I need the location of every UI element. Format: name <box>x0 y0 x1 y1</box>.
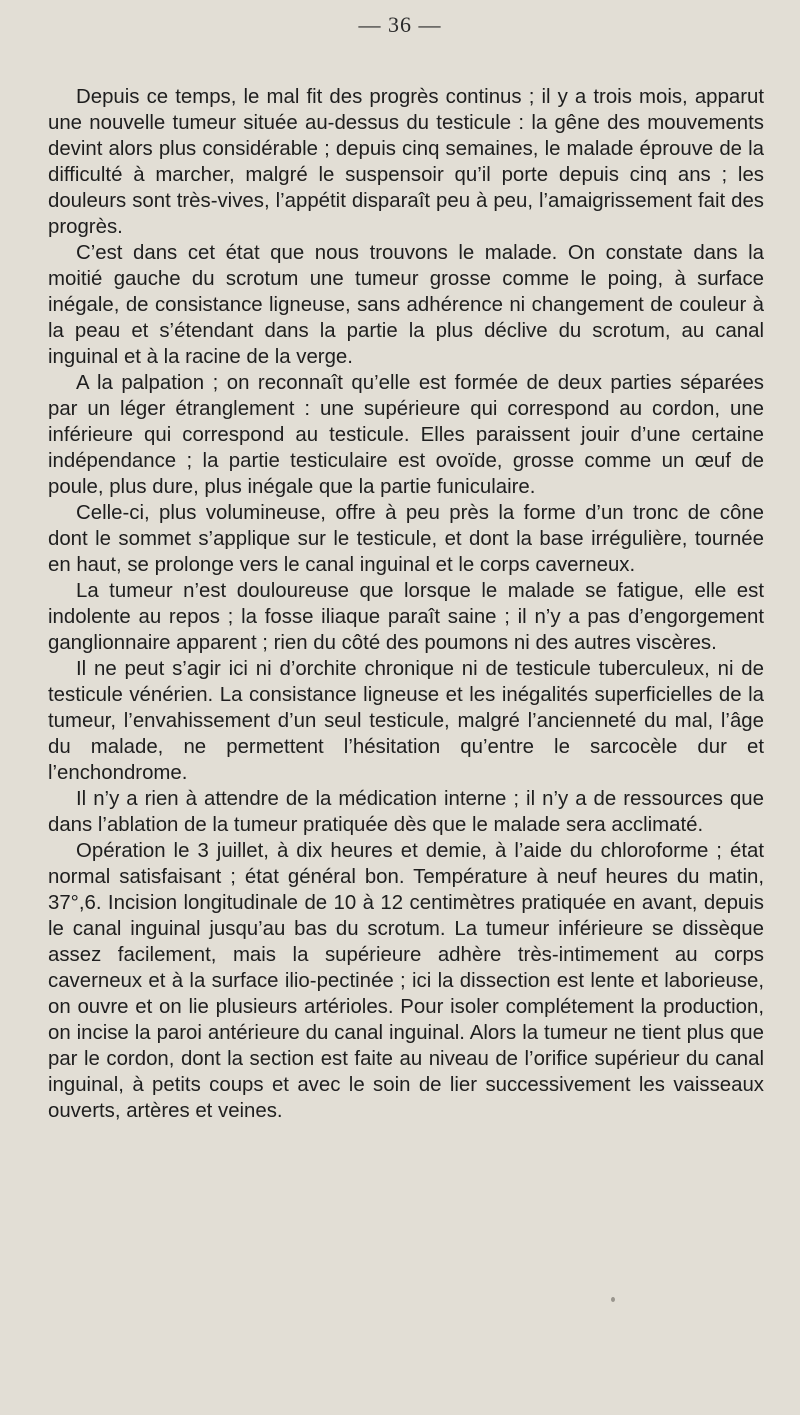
paragraph: C’est dans cet état que nous trouvons le malade. On constate dans la moitié gauche du scrotum une tumeur grosse comme le poing, à surface inégale, de consistance ligneuse, sans adhérence ni changement de couleur à la peau et s’étendant dans la partie la plus déclive du scrotum, au canal inguinal et à la racine de la verge. <box>48 242 764 368</box>
paragraph: Celle-ci, plus volumineuse, offre à peu près la forme d’un tronc de cône dont le sommet s’applique sur le testicule, et dont la base irrégulière, tournée en haut, se prolonge vers le canal inguinal et le corps caverneux. <box>48 502 764 576</box>
paragraph: A la palpation ; on reconnaît qu’elle est formée de deux parties séparées par un léger étranglement : une supérieure qui correspond au cordon, une inférieure qui correspond au testicule. Elles paraissent jouir d’une certaine indépendance ; la partie testiculaire est ovoïde, grosse comme un œuf de poule, plus dure, plus inégale que la partie funiculaire. <box>48 372 764 498</box>
paragraph: Opération le 3 juillet, à dix heures et demie, à l’aide du chloroforme ; état normal satisfaisant ; état général bon. Température à neuf heures du matin, 37°,6. Incision longitudinale de 10 à 12 centimètres pratiquée en avant, depuis le canal inguinal jusqu’au bas du scrotum. La tumeur inférieure se dissèque assez facilement, mais la supérieure adhère très-intimement au corps caverneux et à la surface ilio-pectinée ; ici la dissection est lente et laborieuse, on ouvre et on lie plusieurs artérioles. Pour isoler complétement la production, on incise la paroi antérieure du canal inguinal. Alors la tumeur ne tient plus que par le cordon, dont la section est faite au niveau de l’orifice supérieur du canal inguinal, à petits coups et avec le soin de lier successivement les vaisseaux ouverts, artères et veines. <box>48 840 764 1122</box>
paragraph: Il ne peut s’agir ici ni d’orchite chronique ni de testicule tuberculeux, ni de testicule vénérien. La consistance ligneuse et les inégalités superficielles de la tumeur, l’envahissement d’un seul testicule, malgré l’ancienneté du mal, l’âge du malade, ne permettent l’hésitation qu’entre le sarcocèle dur et l’enchondrome. <box>48 658 764 784</box>
paragraph: La tumeur n’est douloureuse que lorsque le malade se fatigue, elle est indolente au repos ; la fosse iliaque paraît saine ; il n’y a pas d’engorgement ganglionnaire apparent ; rien du côté des poumons ni des autres viscères. <box>48 580 764 654</box>
paper-speck <box>611 1297 615 1302</box>
paragraph: Depuis ce temps, le mal fit des progrès continus ; il y a trois mois, apparut une nouvelle tumeur située au-dessus du testicule : la gêne des mouvements devint alors plus considérable ; depuis cinq semaines, le malade éprouve de la difficulté à marcher, malgré le suspensoir qu’il porte depuis cinq ans ; les douleurs sont très-vives, l’appétit disparaît peu à peu, l’amaigrissement fait des progrès. <box>48 86 764 238</box>
page-number: — 36 — <box>358 12 442 37</box>
body-text <box>48 84 764 1124</box>
paragraph: Il n’y a rien à attendre de la médication interne ; il n’y a de ressources que dans l’ablation de la tumeur pratiquée dès que le malade sera acclimaté. <box>48 788 764 836</box>
